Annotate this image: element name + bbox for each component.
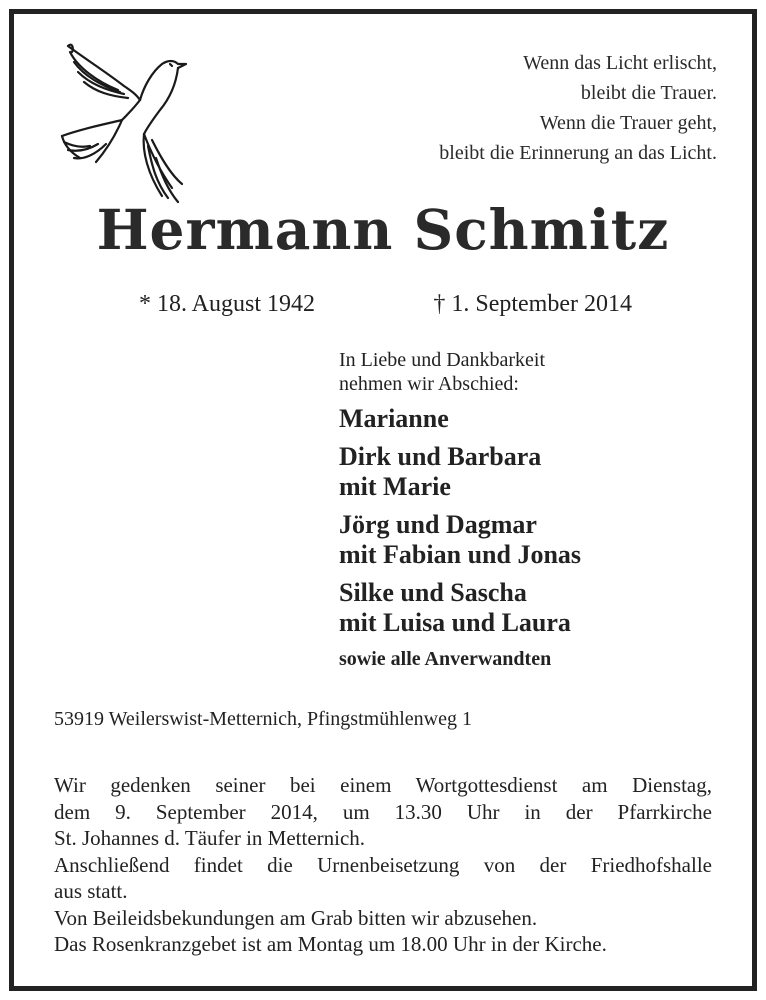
poem-line: Wenn die Trauer geht, — [539, 112, 717, 134]
farewell-intro — [339, 348, 581, 396]
family-line: Dirk und Barbara — [339, 442, 542, 471]
mourners-block — [339, 348, 581, 672]
family-group — [339, 510, 581, 570]
poem — [439, 48, 717, 168]
obituary-frame — [9, 9, 757, 991]
family-line: mit Fabian und Jonas — [339, 540, 582, 569]
service-notice — [54, 772, 712, 958]
death-date: † 1. September 2014 — [433, 291, 632, 317]
family-group — [339, 578, 581, 638]
notice-line: St. Johannes d. Täufer in Metternich. — [54, 826, 366, 850]
intro-line: nehmen wir Abschied: — [339, 373, 519, 395]
relatives-line: sowie alle Anverwandten — [339, 648, 552, 670]
poem-line: bleibt die Erinnerung an das Licht. — [439, 142, 717, 164]
notice-line: Wir gedenken seiner bei einem Wortgottesdienst am Dienstag, — [54, 773, 712, 797]
life-dates — [139, 289, 632, 319]
intro-line: In Liebe und Dankbarkeit — [339, 349, 546, 371]
family-line: mit Marie — [339, 472, 451, 501]
family-line: Jörg und Dagmar — [339, 510, 537, 539]
poem-line: Wenn das Licht erlischt, — [523, 52, 717, 74]
address: 53919 Weilerswist-Metternich, Pfingstmühlenweg 1 — [54, 708, 472, 730]
family-group — [339, 442, 581, 502]
notice-line: Das Rosenkranzgebet ist am Montag um 18.00 Uhr in der Kirche. — [54, 932, 607, 956]
family-line: Silke und Sascha — [339, 578, 527, 607]
family-line: mit Luisa und Laura — [339, 608, 571, 637]
family-group — [339, 404, 581, 434]
family-line: Marianne — [339, 404, 449, 433]
notice-line: Anschließend findet die Urnenbeisetzung von der Friedhofshalle — [54, 852, 712, 877]
dove-icon — [44, 28, 194, 208]
poem-line: bleibt die Trauer. — [580, 82, 717, 104]
notice-line: Von Beileidsbekundungen am Grab bitten wir abzusehen. — [54, 905, 538, 930]
notice-line: dem 9. September 2014, um 13.30 Uhr in der Pfarrkirche — [54, 799, 712, 824]
deceased-name: Hermann Schmitz — [96, 197, 670, 262]
notice-line: aus statt. — [54, 879, 128, 903]
birth-date: * 18. August 1942 — [139, 291, 316, 317]
